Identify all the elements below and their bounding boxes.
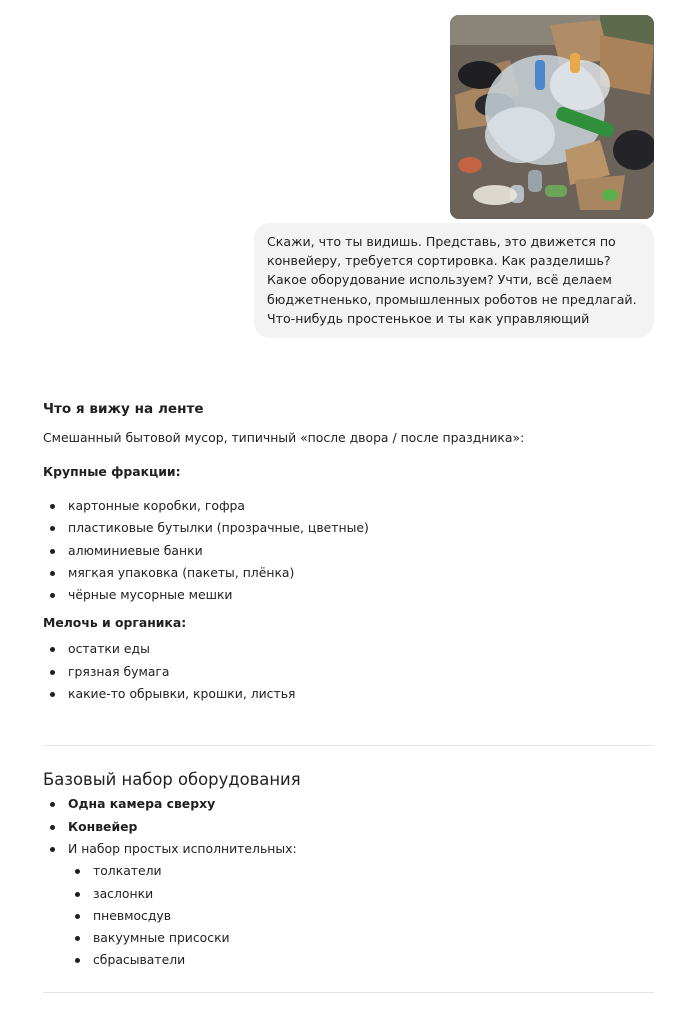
section-heading: Что я вижу на ленте: [43, 401, 204, 417]
section-heading: Базовый набор оборудования: [43, 770, 301, 790]
list-item: Одна камера сверху: [43, 793, 654, 815]
list-item: какие-то обрывки, крошки, листья: [43, 683, 654, 705]
section-divider: [43, 745, 654, 746]
intro-paragraph: Смешанный бытовой мусор, типичный «после двора / после праздника»:: [43, 430, 525, 445]
assistant-message: [43, 398, 654, 993]
attached-image[interactable]: [450, 15, 654, 219]
actuators-list: [68, 860, 654, 971]
list-item: И набор простых исполнительных:: [43, 838, 654, 860]
group-title: Мелочь и органика:: [43, 615, 187, 631]
group-title: Крупные фракции:: [43, 464, 181, 479]
user-message-bubble: Скажи, что ты видишь. Представь, это движется по конвейеру, требуется сортировка. Как разделишь? Какое оборудование используем? Учти, всё делаем бюджетненько, промышленных роботов не предлагай. Что-нибудь простенькое и ты как управляющий: [254, 223, 654, 338]
list-item: чёрные мусорные мешки: [43, 584, 654, 606]
list-item: алюминиевые банки: [43, 540, 654, 562]
large-fractions-list: [43, 495, 654, 606]
list-item: сбрасыватели: [68, 949, 654, 971]
list-item: заслонки: [68, 883, 654, 905]
user-message: [224, 15, 654, 338]
list-item: картонные коробки, гофра: [43, 495, 654, 517]
list-item: вакуумные присоски: [68, 927, 654, 949]
equipment-list: [43, 793, 654, 860]
trash-photo-icon: [450, 15, 654, 219]
list-item: пневмосдув: [68, 905, 654, 927]
section-divider: [43, 992, 654, 993]
list-item: мягкая упаковка (пакеты, плёнка): [43, 562, 654, 584]
list-item: толкатели: [68, 860, 654, 882]
small-organic-list: [43, 638, 654, 705]
list-item: Конвейер: [43, 816, 654, 838]
list-item: остатки еды: [43, 638, 654, 660]
list-item: грязная бумага: [43, 661, 654, 683]
list-item: пластиковые бутылки (прозрачные, цветные): [43, 517, 654, 539]
